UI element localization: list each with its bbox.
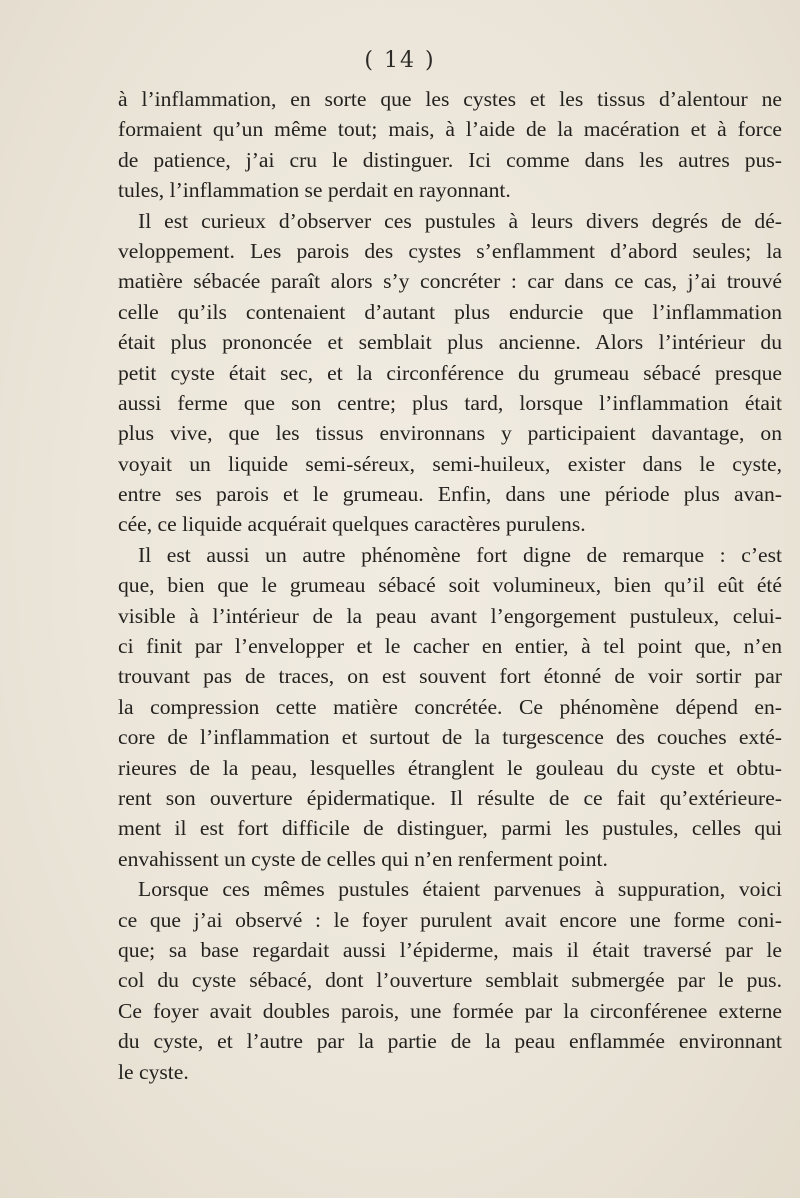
text-line: visible à l’intérieur de la peau avant l’engorgement pustuleux, celui- [118,603,782,628]
text-line: core de l’inflammation et surtout de la turgescence des couches exté- [118,725,782,750]
text-line: trouvant pas de traces, on est souvent fort étonné de voir sortir par [118,664,782,689]
paragraph-3 [118,540,782,874]
text-line: cée, ce liquide acquérait quelques caractères purulens. [118,512,586,537]
text-line: la compression cette matière concrétée. Ce phénomène dépend en- [118,694,782,719]
text-line: ci finit par l’envelopper et le cacher en entier, à tel point que, n’en [118,634,782,659]
text-line: veloppement. Les parois des cystes s’enflamment d’abord seules; la [118,238,782,263]
text-line: entre ses parois et le grumeau. Enfin, dans une période plus avan- [118,482,782,507]
text-line: rieures de la peau, lesquelles étranglent le gouleau du cyste et obtu- [118,755,782,780]
page-number: ( 14 ) [364,48,436,73]
text-line: ment il est fort difficile de distinguer, parmi les pustules, celles qui [118,816,782,841]
text-line: formaient qu’un même tout; mais, à l’aide de la macération et à force [118,117,782,142]
text-line: petit cyste était sec, et la circonférence du grumeau sébacé presque [118,360,782,385]
text-line: Ce foyer avait doubles parois, une formée par la circonférenee externe [118,998,782,1023]
text-line: col du cyste sébacé, dont l’ouverture semblait submergée par le pus. [118,968,782,993]
text-line: que; sa base regardait aussi l’épiderme, mais il était traversé par le [118,937,782,962]
text-line: aussi ferme que son centre; plus tard, lorsque l’inflammation était [118,390,782,415]
text-line: Il est aussi un autre phénomène fort digne de remarque : c’est [138,542,782,567]
text-line: ce que j’ai observé : le foyer purulent avait encore une forme coni- [118,907,782,932]
text-line: de patience, j’ai cru le distinguer. Ici comme dans les autres pus- [118,147,782,172]
text-line: envahissent un cyste de celles qui n’en renferment point. [118,846,608,871]
text-line: plus vive, que les tissus environnans y participaient davantage, on [118,421,782,446]
text-line: le cyste. [118,1059,189,1084]
text-line: rent son ouverture épidermatique. Il résulte de ce fait qu’extérieure- [118,785,782,810]
text-line: était plus prononcée et semblait plus ancienne. Alors l’intérieur du [118,330,782,355]
text-line: Il est curieux d’observer ces pustules à leurs divers degrés de dé- [138,208,782,233]
text-line: que, bien que le grumeau sébacé soit volumineux, bien qu’il eût été [118,573,782,598]
text-line: tules, l’inflammation se perdait en rayonnant. [118,178,511,203]
paragraph-1 [118,84,782,206]
text-line: celle qu’ils contenaient d’autant plus endurcie que l’inflammation [118,299,782,324]
paragraph-2 [118,206,782,540]
text-line: matière sébacée paraît alors s’y concréter : car dans ce cas, j’ai trouvé [118,269,782,294]
paragraph-4 [118,874,782,1087]
body-text [118,84,782,1087]
text-line: du cyste, et l’autre par la partie de la peau enflammée environnant [118,1029,782,1054]
text-line: voyait un liquide semi-séreux, semi-huileux, exister dans le cyste, [118,451,782,476]
text-line: à l’inflammation, en sorte que les cystes et les tissus d’alentour ne [118,87,782,111]
text-line: Lorsque ces mêmes pustules étaient parvenues à suppuration, voici [138,877,782,902]
